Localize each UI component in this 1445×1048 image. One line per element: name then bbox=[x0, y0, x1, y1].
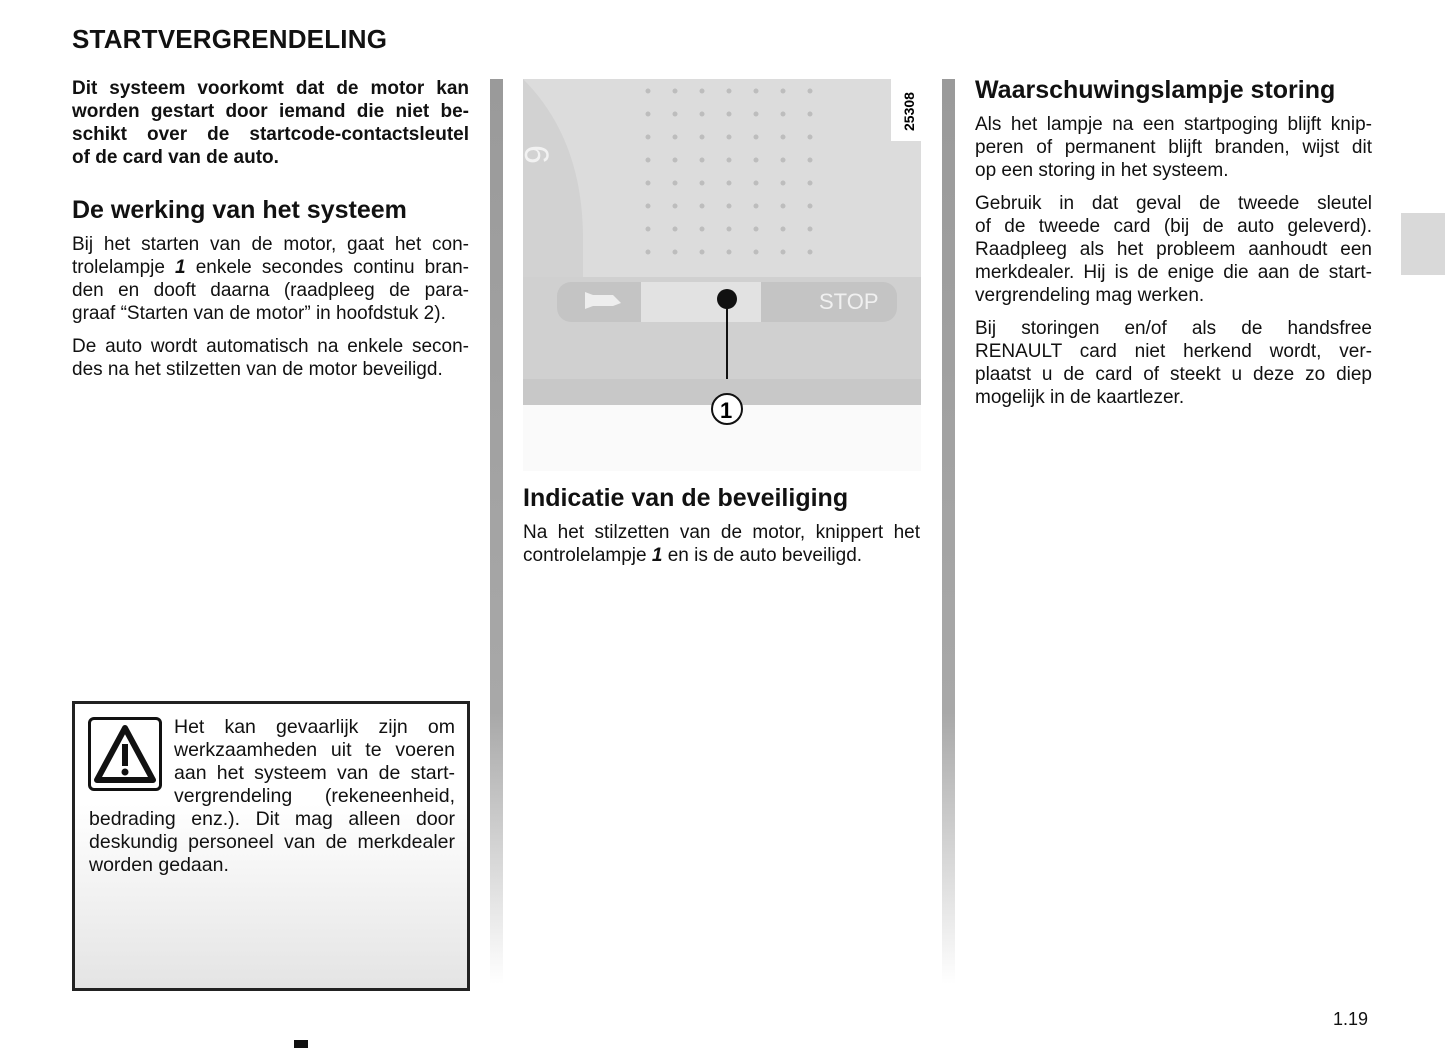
paragraph bbox=[72, 335, 469, 381]
display-dot bbox=[673, 181, 678, 186]
display-dot bbox=[673, 250, 678, 255]
display-dot bbox=[646, 158, 651, 163]
text-line: worden gedaan. bbox=[89, 854, 229, 876]
callout-number: 1 bbox=[720, 398, 733, 423]
display-dot bbox=[673, 112, 678, 117]
display-dot bbox=[673, 158, 678, 163]
text-line: De auto wordt automatisch na enkele secon- bbox=[72, 336, 469, 357]
display-dot bbox=[646, 112, 651, 117]
display-dot bbox=[700, 158, 705, 163]
display-dot bbox=[808, 227, 813, 232]
chapter-tab bbox=[1401, 213, 1445, 275]
text-line: graaf “Starten van de motor” in hoofdstuk 2). bbox=[72, 303, 446, 324]
display-dot bbox=[754, 158, 759, 163]
text-line: Bij storingen en/of als de handsfree bbox=[975, 318, 1372, 339]
display-dot bbox=[673, 135, 678, 140]
display-dot bbox=[808, 204, 813, 209]
display-dot bbox=[754, 181, 759, 186]
display-dot bbox=[808, 250, 813, 255]
text-line: Raadpleeg als het probleem aanhoudt een bbox=[975, 239, 1372, 260]
warning-text bbox=[89, 716, 455, 877]
display-dot bbox=[808, 181, 813, 186]
display-dot bbox=[646, 89, 651, 94]
display-dot bbox=[673, 227, 678, 232]
display-dot bbox=[727, 227, 732, 232]
page-number: 1.19 bbox=[1333, 1009, 1369, 1029]
section-heading-storing: Waarschuwingslampje storing bbox=[975, 76, 1336, 104]
display-dot bbox=[727, 250, 732, 255]
column-divider bbox=[490, 79, 503, 984]
display-dot bbox=[781, 135, 786, 140]
display-dot bbox=[754, 204, 759, 209]
display-dot bbox=[700, 204, 705, 209]
display-dot bbox=[700, 227, 705, 232]
display-dot bbox=[754, 112, 759, 117]
display-dot bbox=[754, 227, 759, 232]
intro-paragraph bbox=[72, 77, 469, 169]
paragraph bbox=[975, 317, 1372, 409]
display-dot bbox=[727, 89, 732, 94]
text-line: Dit systeem voorkomt dat de motor kan bbox=[72, 78, 469, 99]
paragraph bbox=[72, 233, 469, 325]
display-dot bbox=[700, 135, 705, 140]
display-dot bbox=[781, 204, 786, 209]
display-dot bbox=[781, 227, 786, 232]
figure-reference: 25308 bbox=[901, 92, 917, 131]
display-dot bbox=[808, 112, 813, 117]
display-dot bbox=[754, 250, 759, 255]
text-line: merkdealer. Hij is de enige die aan de start- bbox=[975, 262, 1372, 283]
text-line: of de tweede card (bij de auto geleverd). bbox=[975, 216, 1372, 237]
middle-column bbox=[523, 483, 920, 577]
right-column bbox=[975, 75, 1372, 419]
text-line: RENAULT card niet herkend wordt, ver- bbox=[975, 341, 1372, 362]
text-line: aan het systeem van de start- bbox=[174, 762, 455, 784]
display-dot bbox=[700, 250, 705, 255]
text-line: mogelijk in de kaartlezer. bbox=[975, 387, 1185, 408]
text-line: vergrendeling (rekeneenheid, bbox=[174, 785, 455, 807]
display-dot bbox=[754, 135, 759, 140]
dashboard-illustration bbox=[517, 79, 921, 471]
display-dot bbox=[808, 158, 813, 163]
column-divider bbox=[942, 79, 955, 984]
paragraph bbox=[975, 192, 1372, 307]
paragraph bbox=[523, 521, 920, 567]
display-dot bbox=[727, 204, 732, 209]
text-line: of de card van de auto. bbox=[72, 147, 279, 168]
text-line: den en dooft daarna (raadpleeg de para- bbox=[72, 280, 469, 301]
text-line: Bij het starten van de motor, gaat het con- bbox=[72, 234, 469, 255]
display-dot bbox=[781, 112, 786, 117]
display-dot bbox=[727, 112, 732, 117]
text-line: peren of permanent blijft branden, wijst dit bbox=[975, 137, 1372, 158]
left-column bbox=[72, 77, 469, 391]
display-dot bbox=[727, 181, 732, 186]
display-dot bbox=[808, 89, 813, 94]
text-line: op een storing in het systeem. bbox=[975, 160, 1229, 181]
display-dot bbox=[646, 227, 651, 232]
text-line: Gebruik in dat geval de tweede sleutel bbox=[975, 193, 1372, 214]
display-dot bbox=[727, 135, 732, 140]
text-line: vergrendeling mag werken. bbox=[975, 285, 1205, 306]
stop-label: STOP bbox=[819, 289, 879, 314]
text-line: Na het stilzetten van de motor, knippert het bbox=[523, 522, 920, 543]
display-dot bbox=[646, 181, 651, 186]
page-title: STARTVERGRENDELING bbox=[72, 24, 388, 54]
text-line: Het kan gevaarlijk zijn om bbox=[174, 716, 455, 738]
crop-mark bbox=[294, 1040, 308, 1048]
text-line: worden gestart door iemand die niet be- bbox=[72, 101, 469, 122]
display-dot bbox=[781, 89, 786, 94]
display-dot bbox=[646, 204, 651, 209]
text-line: Als het lampje na een startpoging blijft knip- bbox=[975, 114, 1372, 135]
text-line: des na het stilzetten van de motor beveiligd. bbox=[72, 359, 443, 380]
text-line: controlelampje 1 en is de auto beveiligd. bbox=[523, 545, 863, 566]
text-line: schikt over de startcode-contactsleutel bbox=[72, 124, 469, 145]
display-dot bbox=[646, 250, 651, 255]
display-dot bbox=[808, 135, 813, 140]
display-dot bbox=[673, 204, 678, 209]
display-dot bbox=[673, 89, 678, 94]
display-dot bbox=[781, 158, 786, 163]
section-heading-indicatie: Indicatie van de beveiliging bbox=[523, 484, 849, 512]
display-dot bbox=[700, 89, 705, 94]
text-line: plaatst u de card of steekt u deze zo diep bbox=[975, 364, 1372, 385]
display-dot bbox=[781, 181, 786, 186]
display-dot bbox=[646, 135, 651, 140]
text-line: deskundig personeel van de merkdealer bbox=[89, 831, 455, 853]
text-line: werkzaamheden uit te voeren bbox=[174, 739, 455, 761]
text-line: trolelampje 1 enkele secondes continu bran- bbox=[72, 257, 469, 278]
display-dot bbox=[727, 158, 732, 163]
section-heading-werking: De werking van het systeem bbox=[72, 196, 407, 224]
text-line: bedrading enz.). Dit mag alleen door bbox=[89, 808, 455, 830]
display-dot bbox=[754, 89, 759, 94]
display-dot bbox=[700, 181, 705, 186]
warning-box bbox=[72, 701, 470, 991]
paragraph bbox=[975, 113, 1372, 182]
display-dot bbox=[781, 250, 786, 255]
gauge-digit: 6 bbox=[517, 145, 555, 164]
display-dot bbox=[700, 112, 705, 117]
